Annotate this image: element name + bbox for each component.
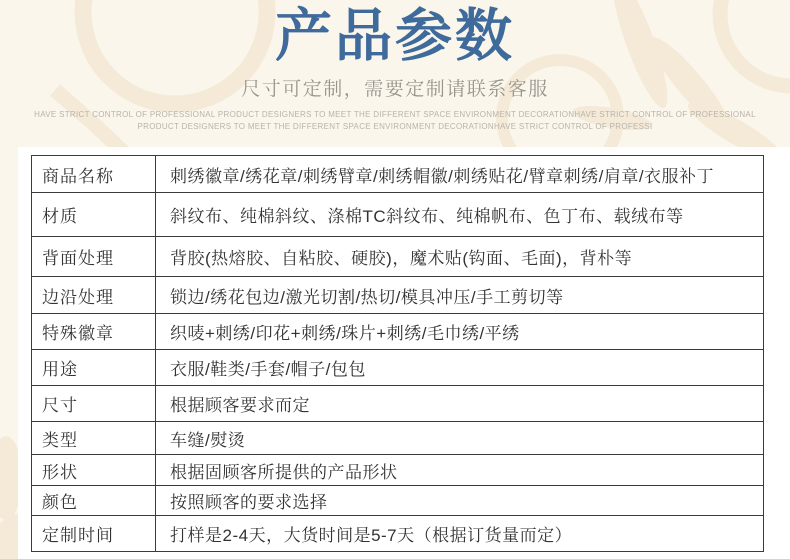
- spec-label: 材质: [32, 193, 156, 237]
- spec-label: 特殊徽章: [32, 314, 156, 350]
- table-row-color: [32, 486, 764, 516]
- table-row-lead-time: [32, 516, 764, 552]
- spec-value: 打样是2-4天，大货时间是5-7天（根据订货量而定）: [156, 516, 764, 552]
- table-row-type: [32, 422, 764, 455]
- table-row-material: [32, 193, 764, 237]
- spec-label: 颜色: [32, 486, 156, 516]
- spec-label: 用途: [32, 350, 156, 386]
- table-row-shape: [32, 455, 764, 486]
- spec-label: 定制时间: [32, 516, 156, 552]
- spec-value: 衣服/鞋类/手套/帽子/包包: [156, 350, 764, 386]
- spec-value: 锁边/绣花包边/激光切割/热切/模具冲压/手工剪切等: [156, 277, 764, 314]
- table-panel: [18, 147, 790, 559]
- spec-value: 按照顾客的要求选择: [156, 486, 764, 516]
- table-row-product-name: [32, 156, 764, 193]
- table-row-usage: [32, 350, 764, 386]
- spec-value: 根据顾客要求而定: [156, 386, 764, 422]
- spec-label: 边沿处理: [32, 277, 156, 314]
- spec-value: 车缝/熨烫: [156, 422, 764, 455]
- spec-value: 背胶(热熔胶、自粘胶、硬胶)，魔术贴(钩面、毛面)，背朴等: [156, 237, 764, 277]
- spec-value: 斜纹布、纯棉斜纹、涤棉TC斜纹布、纯棉帆布、色丁布、载绒布等: [156, 193, 764, 237]
- fineprint-line2: PRODUCT DESIGNERS TO MEET THE DIFFERENT SPACE ENVIRONMENT DECORATIONHAVE STRICT CONTROL OF PROFESSI: [137, 122, 653, 131]
- fineprint: [0, 109, 790, 133]
- spec-label: 形状: [32, 455, 156, 486]
- table-row-edge-finish: [32, 277, 764, 314]
- subtitle: 尺寸可定制，需要定制请联系客服: [241, 79, 549, 100]
- spec-label: 商品名称: [32, 156, 156, 193]
- spec-value: 织唛+刺绣/印花+刺绣/珠片+刺绣/毛巾绣/平绣: [156, 314, 764, 350]
- fineprint-line1: HAVE STRICT CONTROL OF PROFESSIONAL PRODUCT DESIGNERS TO MEET THE DIFFERENT SPACE ENVIRONMENT DECORATIONHAVE STRICT CONTROL OF PROFESSIONAL: [34, 110, 756, 119]
- table-row-size: [32, 386, 764, 422]
- table-row-special-badge: [32, 314, 764, 350]
- spec-value: 刺绣徽章/绣花章/刺绣臂章/刺绣帽徽/刺绣贴花/臂章刺绣/肩章/衣服补丁: [156, 156, 764, 193]
- spec-value: 根据固顾客所提供的产品形状: [156, 455, 764, 486]
- page-title: 产品参数: [275, 4, 515, 68]
- spec-table: [31, 155, 764, 552]
- spec-label: 背面处理: [32, 237, 156, 277]
- spec-label: 类型: [32, 422, 156, 455]
- spec-label: 尺寸: [32, 386, 156, 422]
- table-row-backing: [32, 237, 764, 277]
